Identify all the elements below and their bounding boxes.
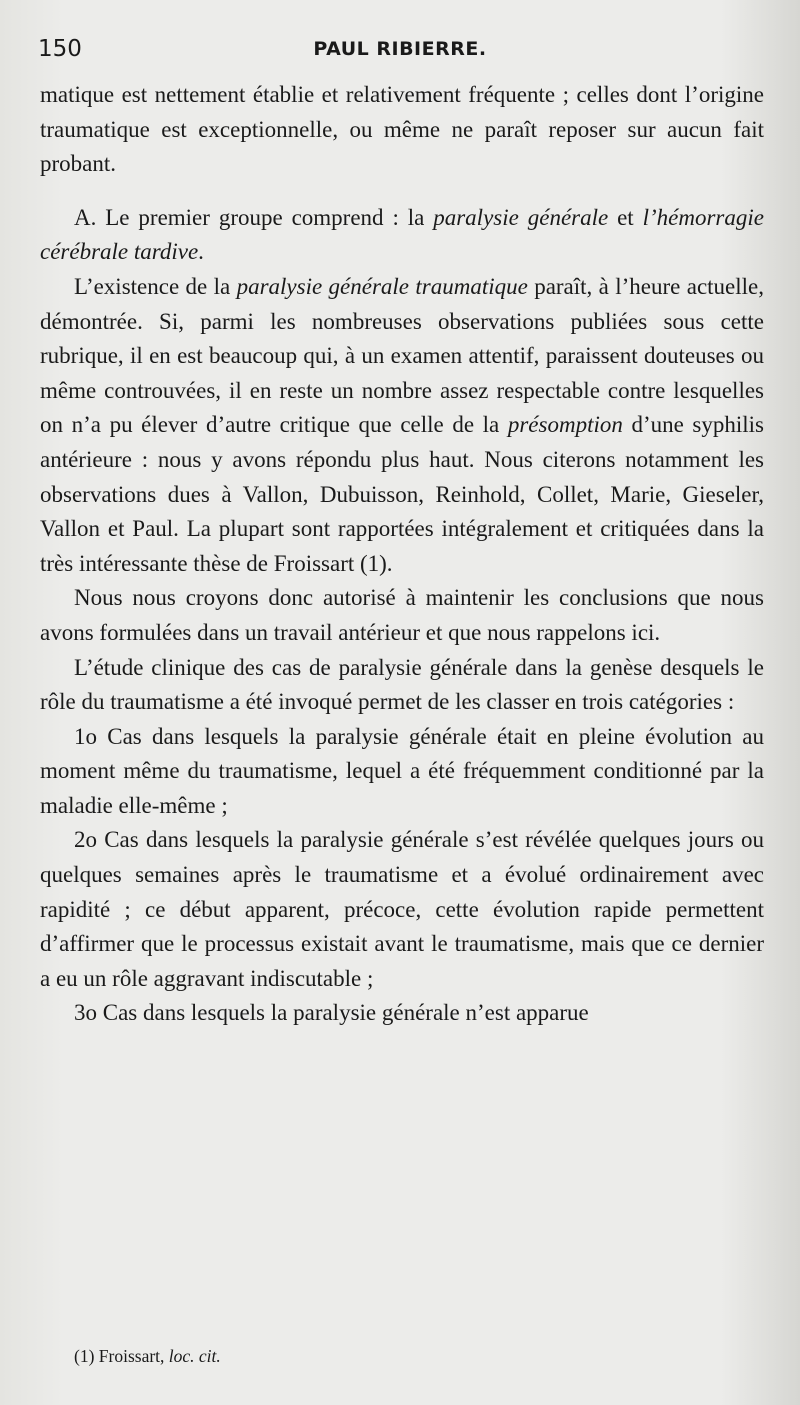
italic-term: paralysie générale [433,204,609,230]
paragraph-conclusions: Nous nous croyons donc autorisé à maintenir les conclusions que nous avons formulées dans un travail antérieur et que nous rappelons ici. [40,585,764,645]
footnote-text: (1) Froissart, [74,1346,169,1366]
paragraph-clinical-study: L’étude clinique des cas de paralysie générale dans la genèse desquels le rôle du traumatisme a été invoqué permet de les classer en trois catégories : [40,654,764,715]
italic-term: présomption [507,412,623,438]
paragraph-category-2: 2o Cas dans lesquels la paralysie générale s’est révélée quelques jours ou quelques semaines après le traumatisme et a évolué ordinairement avec rapidité ; ce début apparent, précoce, cette évolution rapide permettent d’affirmer que le processus existait avant le traumatisme, mais que ce dernier a eu un rôle aggravant indiscutable ; [40,827,764,991]
italic-term: paralysie générale traumatique [236,273,528,299]
text-run: et [608,204,643,230]
page-header [38,36,762,66]
paragraph-existence [40,270,764,581]
footnote-italic: loc. cit. [168,1346,221,1366]
text-run: d’une syphilis antérieure : nous y avons répondu plus haut. Nous citerons notamment les observations dues à Vallon, Dubuisson, Reinhold, Collet, Marie, Gieseler, Vallon et Paul. La plupart sont rapportées intégralement et critiquées dans la très intéressante thèse de Froissart (1). [40,412,764,576]
paragraph-category-3: 3o Cas dans lesquels la paralysie générale n’est apparue [74,1000,589,1026]
paragraph-continuation: matique est nettement établie et relativement fréquente ; celles dont l’origine traumatique est exceptionnelle, ou même ne paraît reposer sur aucun fait probant. [40,82,764,177]
paragraph-category-1: 1o Cas dans lesquels la paralysie générale était en pleine évolution au moment même du traumatisme, lequel a été fréquemment conditionné par la maladie elle-même ; [40,723,764,818]
italic-term: l’hémorragie cérébrale tardive [40,204,764,265]
text-run: . [198,239,204,265]
page-number: 150 [38,36,82,62]
text-run: A. Le premier groupe comprend : la [74,204,434,230]
text-run: paraît, à l’heure actuelle, démontrée. Si, parmi les nombreuses observations publiées sous cette rubrique, il en est beaucoup qui, à un examen attentif, paraissent douteuses ou même controuvées, il en reste un nombre assez respectable contre lesquelles on n’a pu élever d’autre critique que celle de la [40,273,764,438]
footnote [74,1346,221,1367]
running-head: PAUL RIBIERRE. [313,38,487,60]
text-run: L’existence de la [74,273,237,299]
paragraph-group-a [40,201,764,270]
body-text [40,78,764,1031]
